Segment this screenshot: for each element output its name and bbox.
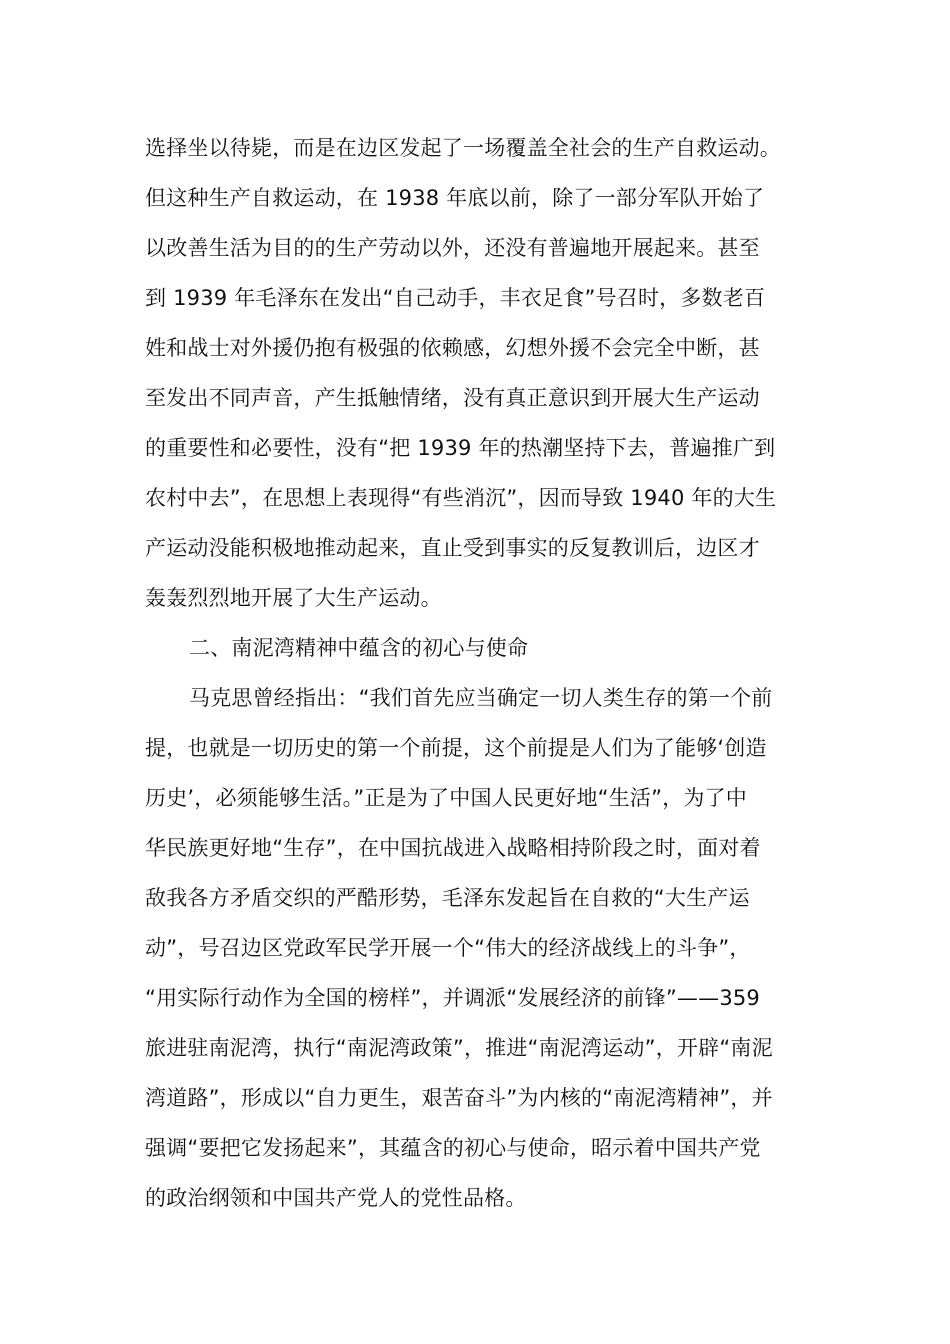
paragraph-line: 马克思曾经指出：“我们首先应当确定一切人类生存的第一个前 xyxy=(189,686,773,710)
paragraph-line: 湾道路”，形成以“自力更生，艰苦奋斗”为内核的“南泥湾精神”，并 xyxy=(145,1086,773,1110)
paragraph-line: 旅进驻南泥湾，执行“南泥湾政策”，推进“南泥湾运动”，开辟“南泥 xyxy=(145,1036,773,1060)
paragraph-line: 敌我各方矛盾交织的严酷形势，毛泽东发起旨在自救的“大生产运 xyxy=(145,886,750,910)
paragraph-line: 至发出不同声音，产生抵触情绪，没有真正意识到开展大生产运动 xyxy=(145,386,760,410)
paragraph-line: 到 1939 年毛泽东在发出“自己动手，丰衣足食”号召时，多数老百 xyxy=(145,286,766,310)
paragraph-line: 华民族更好地“生存”，在中国抗战进入战略相持阶段之时，面对着 xyxy=(145,836,761,860)
paragraph-line: 姓和战士对外援仍抱有极强的依赖感，幻想外援不会完全中断，甚 xyxy=(145,336,760,360)
paragraph-line: “用实际行动作为全国的榜样”，并调派“发展经济的前锋”——359 xyxy=(145,986,760,1010)
paragraph-line: 轰轰烈烈地开展了大生产运动。 xyxy=(145,586,442,610)
paragraph-line: 的重要性和必要性，没有“把 1939 年的热潮坚持下去，普遍推广到 xyxy=(145,436,776,460)
paragraph-line: 农村中去”，在思想上表现得“有些消沉”，因而导致 1940 年的大生 xyxy=(145,486,777,510)
paragraph-line: 强调“要把它发扬起来”，其蕴含的初心与使命，昭示着中国共产党 xyxy=(145,1136,761,1160)
paragraph-line: 动”，号召边区党政军民学开展一个“伟大的经济战线上的斗争”， xyxy=(145,936,751,960)
paragraph-line: 以改善生活为目的的生产劳动以外，还没有普遍地开展起来。甚至 xyxy=(145,236,760,260)
paragraph-line: 产运动没能积极地推动起来，直止受到事实的反复教训后，边区才 xyxy=(145,536,760,560)
paragraph-line: 选择坐以待毙，而是在边区发起了一场覆盖全社会的生产自救运动。 xyxy=(145,136,781,160)
paragraph-line: 的政治纲领和中国共产党人的党性品格。 xyxy=(145,1186,527,1210)
paragraph-line: 但这种生产自救运动，在 1938 年底以前，除了一部分军队开始了 xyxy=(145,186,765,210)
paragraph-line: 历史’，必须能够生活。”正是为了中国人民更好地“生活”，为了中 xyxy=(145,786,748,810)
paragraph-line: 提，也就是一切历史的第一个前提，这个前提是人们为了能够‘创造 xyxy=(145,736,767,760)
section-heading: 二、南泥湾精神中蕴含的初心与使命 xyxy=(189,636,529,660)
